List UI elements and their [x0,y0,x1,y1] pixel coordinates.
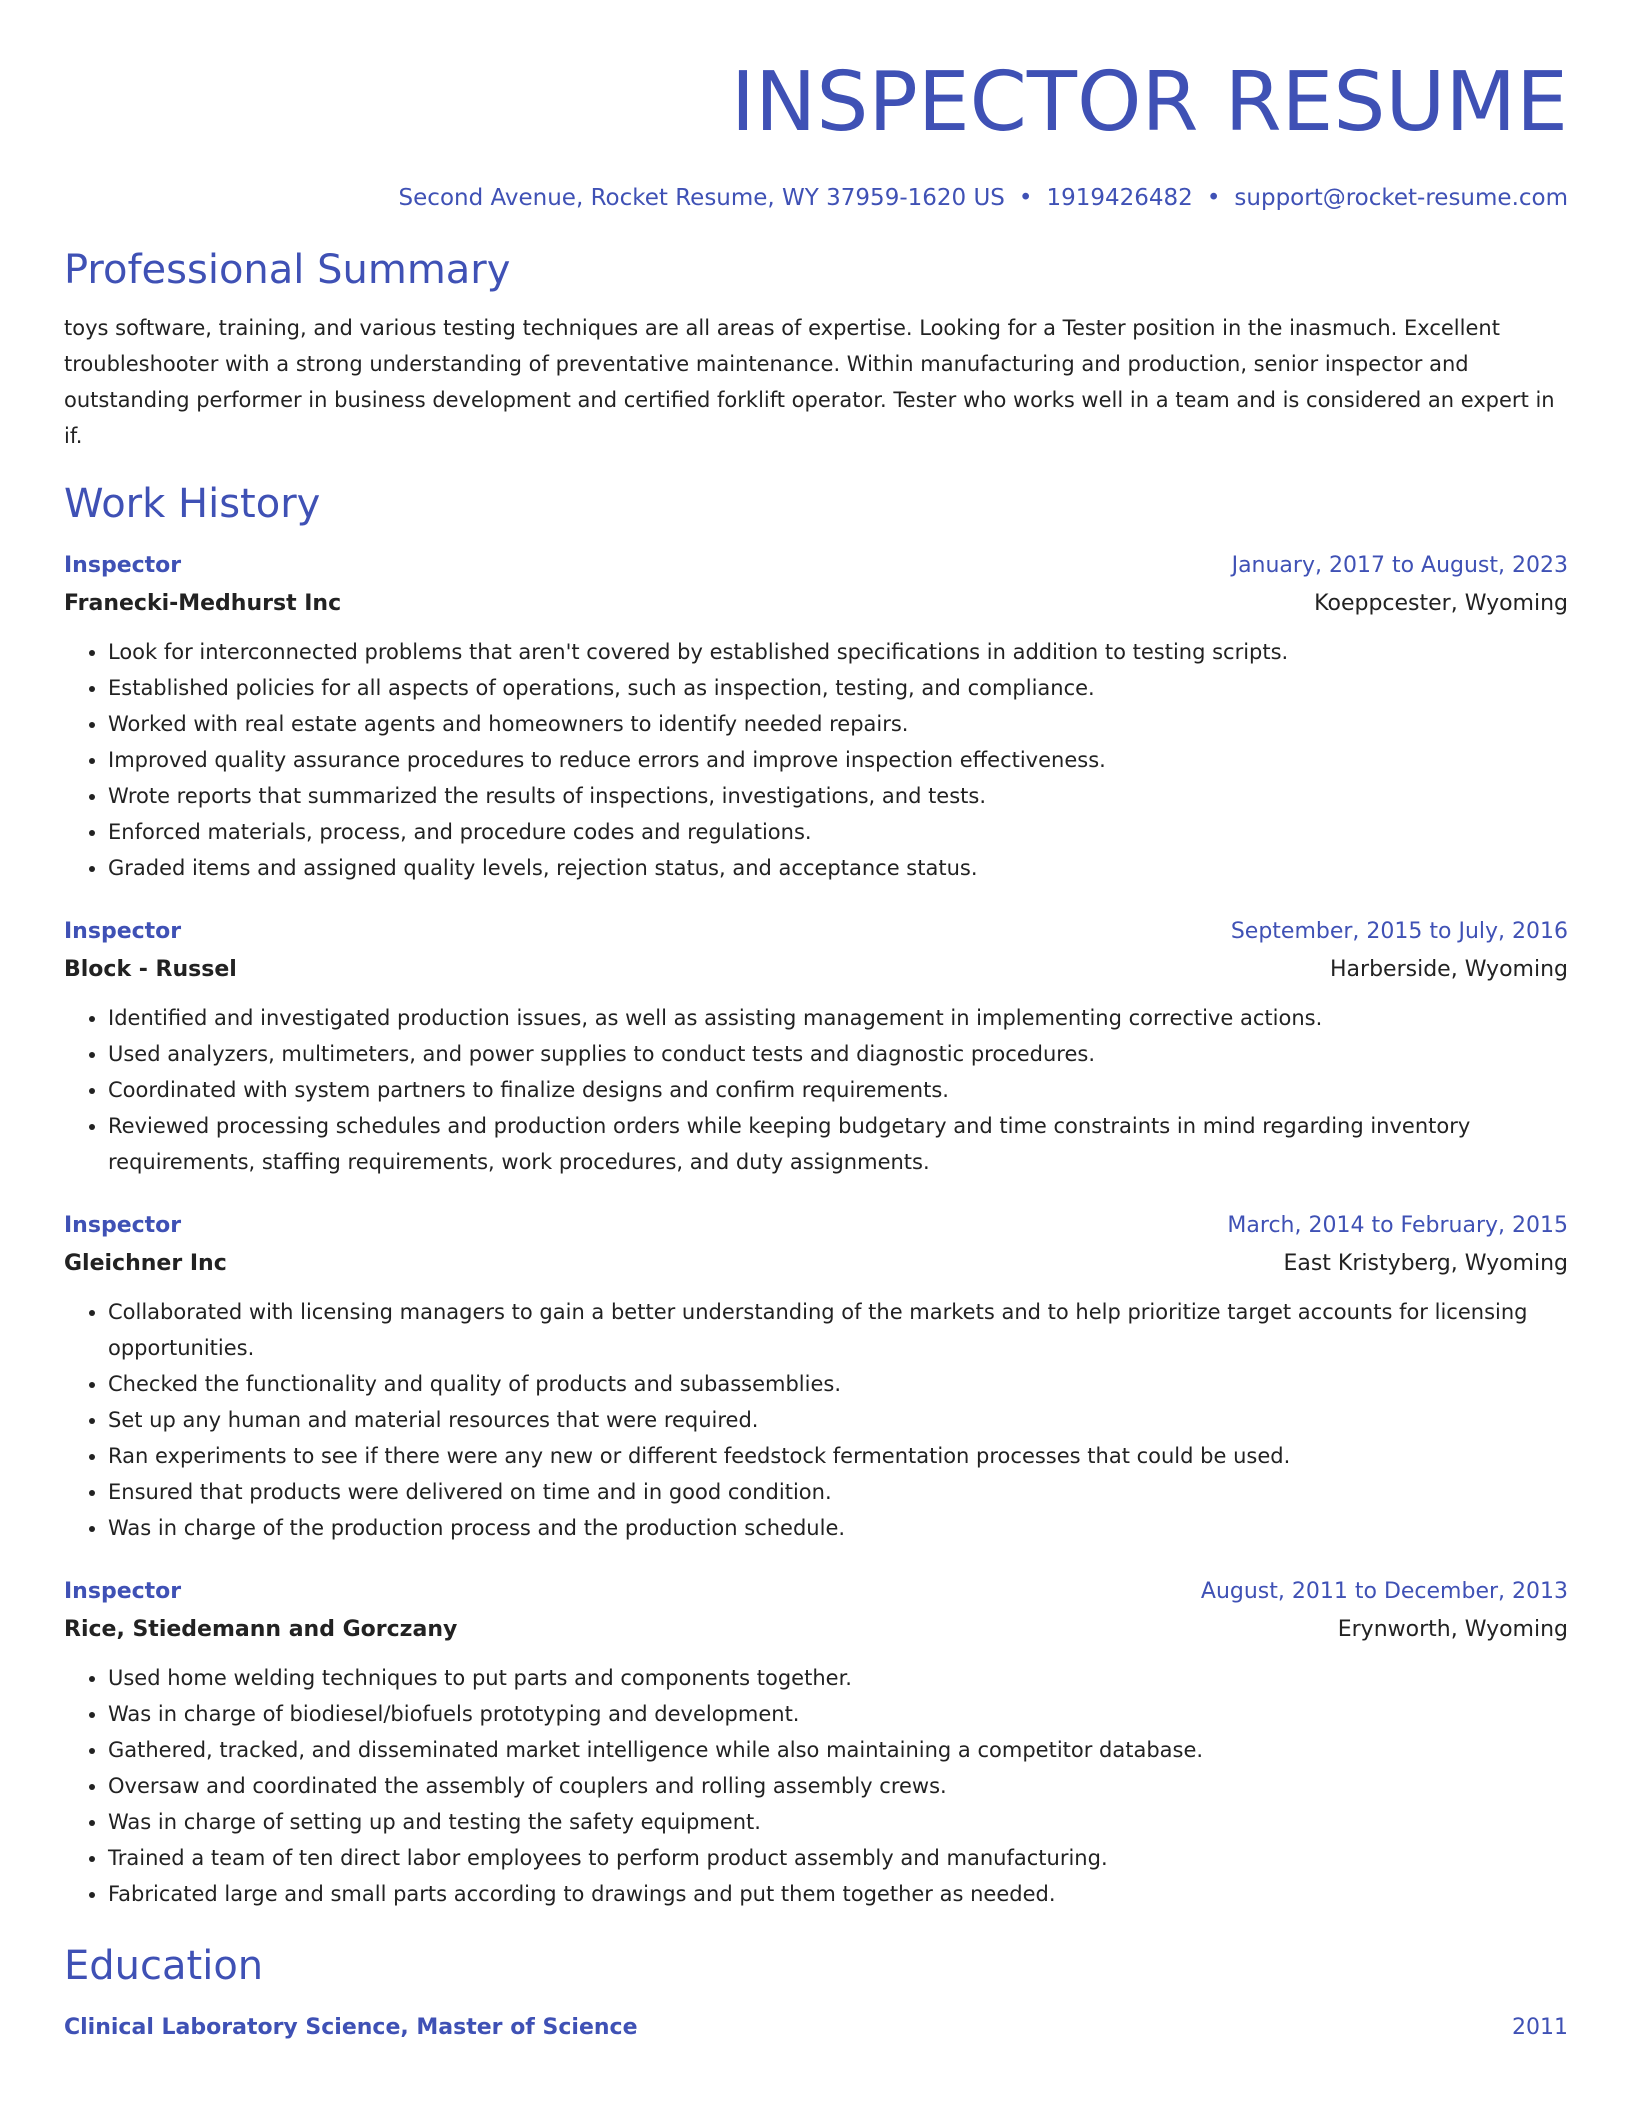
job-company-row [64,1248,1568,1280]
contact-phone: 1919426482 [1046,185,1193,211]
contact-separator: • [1206,185,1221,211]
section-heading-work-history: Work History [64,481,321,527]
summary-text: toys software, training, and various testing techniques are all areas of expertise. Looking for a Tester position in the inasmuch. Excellent troubleshooter with a strong understanding of preventative maintenance. Within manufacturing and production, senior inspector and outstanding performer in business development and certified forklift operator. Tester who works well in a team and is considered an expert in if. [64,316,1555,448]
job-company-row [64,1614,1568,1646]
job-bullet: • Graded items and assigned quality levels, rejection status, and acceptance status. [108,850,1568,886]
job-bullet: • Was in charge of biodiesel/biofuels prototyping and development. [108,1696,1568,1732]
job-location: Harberside, Wyoming [1330,957,1568,982]
contact-email: support@rocket-resume.com [1234,185,1568,211]
job-bullet: • Coordinated with system partners to finalize designs and confirm requirements. [108,1072,1568,1108]
job-title: Inspector [64,919,182,944]
job-location: East Kristyberg, Wyoming [1283,1251,1568,1276]
contact-separator: • [1018,185,1033,211]
job-entry [64,550,1568,886]
job-company: Rice, Stiedemann and Gorczany [64,1617,458,1642]
job-bullet: • Used home welding techniques to put parts and components together. [108,1660,1568,1696]
job-title-row [64,1576,1568,1608]
education-degree: Clinical Laboratory Science, Master of Science [64,2015,638,2040]
job-title: Inspector [64,553,182,578]
job-dates: January, 2017 to August, 2023 [1231,553,1568,578]
job-title-row [64,550,1568,582]
job-bullet-list [64,1660,1568,1912]
job-bullet: • Identified and investigated production issues, as well as assisting management in implementing corrective actions. [108,1000,1568,1036]
job-bullet: • Was in charge of the production process and the production schedule. [108,1510,1568,1546]
job-bullet: • Improved quality assurance procedures to reduce errors and improve inspection effectiveness. [108,742,1568,778]
job-company-row [64,588,1568,620]
job-bullet: • Ensured that products were delivered on time and in good condition. [108,1474,1568,1510]
contact-line [64,182,1568,214]
contact-address: Second Avenue, Rocket Resume, WY 37959-1620 US [398,185,1005,211]
job-entry [64,1576,1568,1912]
job-bullet: • Look for interconnected problems that aren't covered by established specifications in addition to testing scripts. [108,634,1568,670]
job-company: Gleichner Inc [64,1251,227,1276]
job-bullet: • Established policies for all aspects of operations, such as inspection, testing, and compliance. [108,670,1568,706]
job-bullet: • Collaborated with licensing managers to gain a better understanding of the markets and to help prioritize target accounts for licensing opportunities. [108,1294,1568,1366]
job-title: Inspector [64,1579,182,1604]
job-bullet: • Fabricated large and small parts according to drawings and put them together as needed. [108,1876,1568,1912]
work-history-list [64,550,1568,1912]
job-bullet-list [64,1294,1568,1546]
job-bullet: • Enforced materials, process, and procedure codes and regulations. [108,814,1568,850]
job-dates: September, 2015 to July, 2016 [1230,919,1568,944]
job-company: Block - Russel [64,957,237,982]
job-location: Erynworth, Wyoming [1337,1617,1568,1642]
job-bullet: • Oversaw and coordinated the assembly of couplers and rolling assembly crews. [108,1768,1568,1804]
job-title-row [64,916,1568,948]
job-bullet: • Set up any human and material resources that were required. [108,1402,1568,1438]
job-bullet-list [64,634,1568,886]
job-bullet: • Worked with real estate agents and homeowners to identify needed repairs. [108,706,1568,742]
resume-title: INSPECTOR RESUME [730,55,1568,150]
education-entry [64,2012,1568,2044]
job-location: Koeppcester, Wyoming [1314,591,1568,616]
resume-page [64,0,1568,2044]
section-heading-summary: Professional Summary [64,247,511,293]
job-bullet: • Reviewed processing schedules and production orders while keeping budgetary and time constraints in mind regarding inventory requirements, staffing requirements, work procedures, and duty assignments. [108,1108,1568,1180]
job-company: Franecki-Medhurst Inc [64,591,342,616]
job-entry [64,916,1568,1180]
job-bullet: • Used analyzers, multimeters, and power supplies to conduct tests and diagnostic procedures. [108,1036,1568,1072]
job-bullet: • Wrote reports that summarized the results of inspections, investigations, and tests. [108,778,1568,814]
job-title-row [64,1210,1568,1242]
job-bullet: • Checked the functionality and quality of products and subassemblies. [108,1366,1568,1402]
job-bullet: • Gathered, tracked, and disseminated market intelligence while also maintaining a competitor database. [108,1732,1568,1768]
job-company-row [64,954,1568,986]
job-dates: August, 2011 to December, 2013 [1200,1579,1568,1604]
job-dates: March, 2014 to February, 2015 [1227,1213,1568,1238]
job-bullet: • Was in charge of setting up and testing the safety equipment. [108,1804,1568,1840]
section-heading-education: Education [64,1943,264,1989]
job-bullet: • Trained a team of ten direct labor employees to perform product assembly and manufacturing. [108,1840,1568,1876]
job-title: Inspector [64,1213,182,1238]
job-entry [64,1210,1568,1546]
education-year: 2011 [1512,2015,1568,2040]
job-bullet-list [64,1000,1568,1180]
job-bullet: • Ran experiments to see if there were any new or different feedstock fermentation processes that could be used. [108,1438,1568,1474]
